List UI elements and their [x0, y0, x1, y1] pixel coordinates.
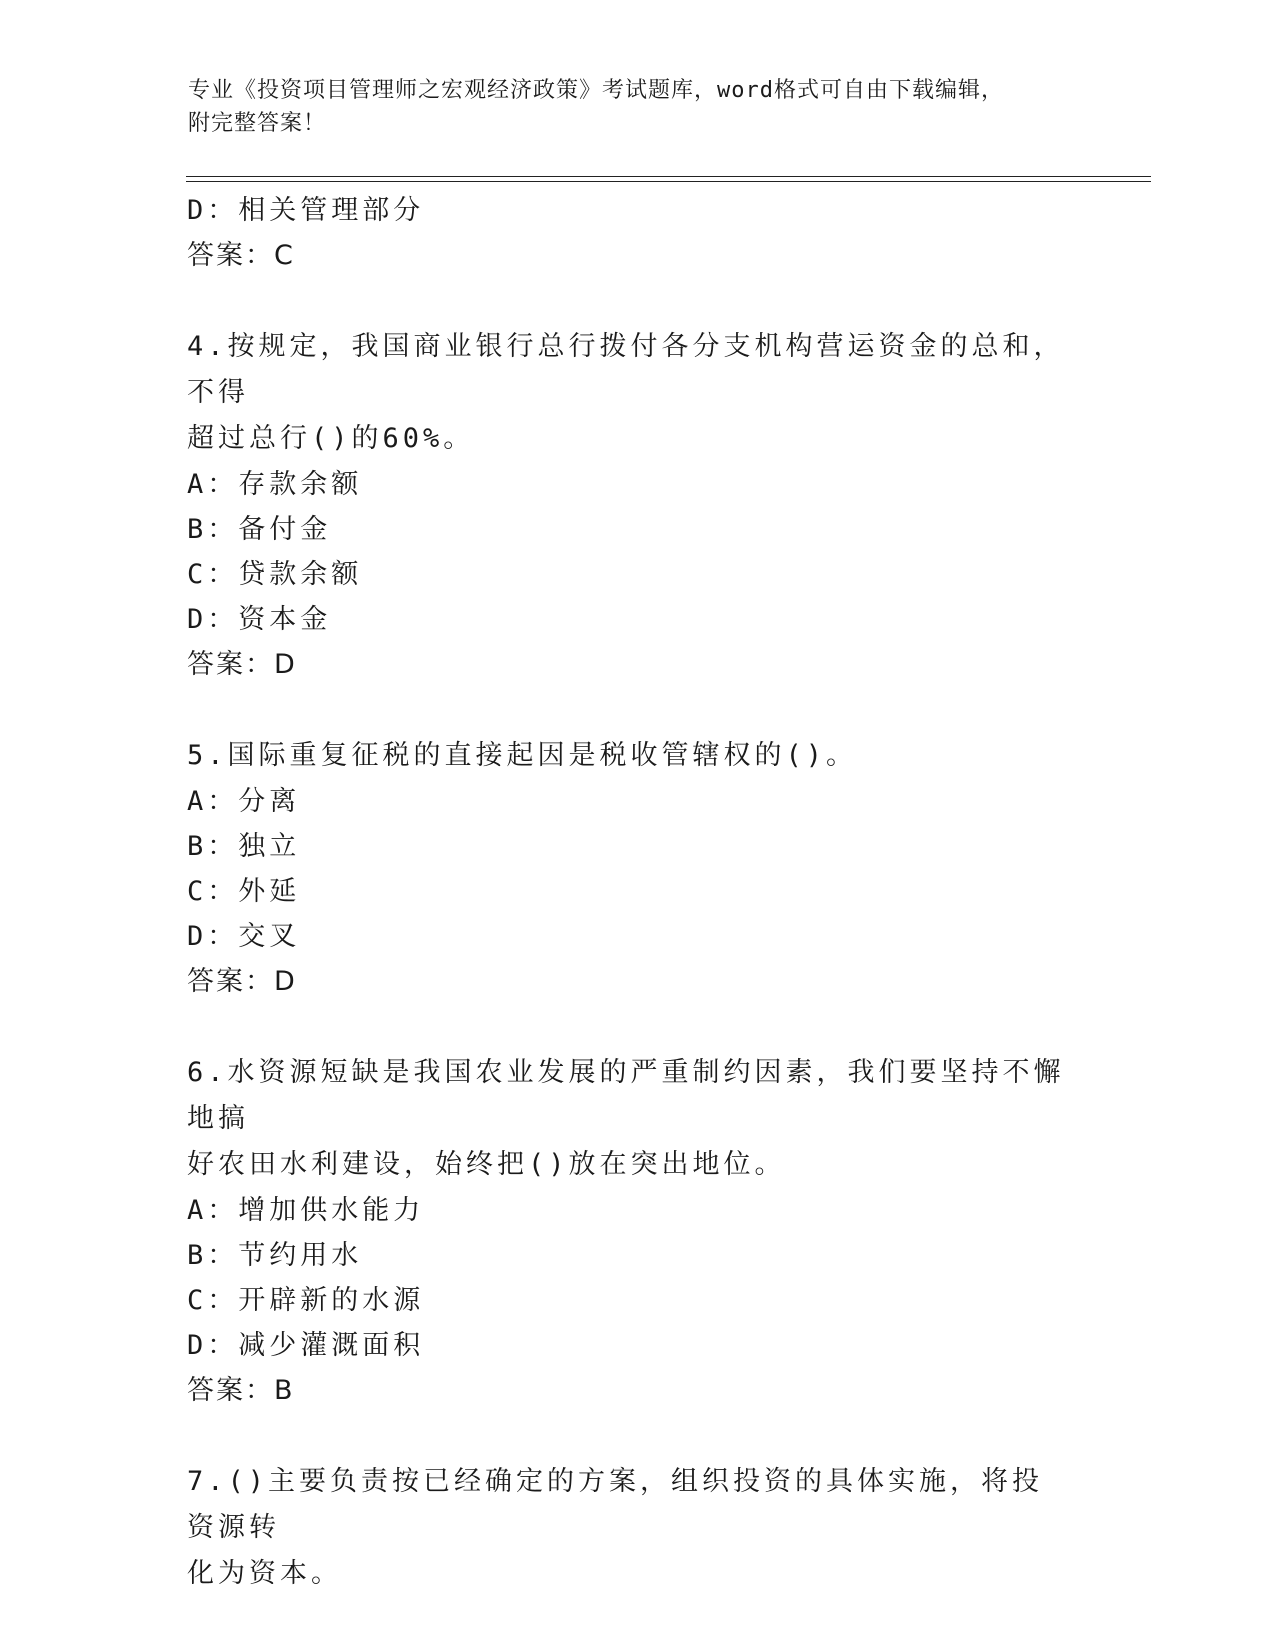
header-line-2: 附完整答案！	[188, 111, 327, 136]
question-list	[187, 188, 1067, 1597]
option-c: C：开辟新的水源	[187, 1285, 425, 1316]
spacer	[187, 279, 1067, 324]
answer: 答案：D	[187, 966, 297, 997]
question-text-line: 4.按规定，我国商业银行总行拨付各分支机构营运资金的总和，不得	[187, 331, 1065, 408]
question-text-line: 化为资本。	[187, 1558, 342, 1589]
header-rule-bottom	[186, 181, 1151, 182]
answer: 答案：C	[187, 240, 295, 271]
option-c: C：贷款余额	[187, 559, 363, 590]
document-header	[188, 74, 1068, 140]
spacer	[187, 1414, 1067, 1459]
option-d: D：交叉	[187, 921, 301, 952]
header-rule-top	[186, 176, 1151, 177]
question-4	[187, 324, 1067, 688]
question-7	[187, 1459, 1067, 1597]
question-text-line: 好农田水利建设，始终把()放在突出地位。	[187, 1149, 786, 1180]
option-b: B：节约用水	[187, 1240, 363, 1271]
option-c: C：外延	[187, 876, 301, 907]
option-d: D：减少灌溉面积	[187, 1330, 425, 1361]
option-d: D：相关管理部分	[187, 195, 425, 226]
option-a: A：存款余额	[187, 469, 363, 500]
question-text-line: 7.()主要负责按已经确定的方案，组织投资的具体实施，将投资源转	[187, 1466, 1044, 1543]
answer: 答案：D	[187, 649, 297, 680]
spacer	[187, 688, 1067, 733]
option-b: B：独立	[187, 831, 301, 862]
option-d: D：资本金	[187, 604, 332, 635]
spacer	[187, 1005, 1067, 1050]
question-text-line: 超过总行()的60%。	[187, 423, 475, 454]
option-a: A：增加供水能力	[187, 1195, 425, 1226]
question-text-line: 6.水资源短缺是我国农业发展的严重制约因素，我们要坚持不懈地搞	[187, 1057, 1065, 1134]
option-a: A：分离	[187, 786, 301, 817]
question-5	[187, 733, 1067, 1005]
question-6	[187, 1050, 1067, 1414]
question-text-line: 5.国际重复征税的直接起因是税收管辖权的()。	[187, 740, 858, 771]
header-line-1: 专业《投资项目管理师之宏观经济政策》考试题库，word格式可自由下载编辑，	[188, 78, 1004, 103]
option-b: B：备付金	[187, 514, 332, 545]
answer: 答案：B	[187, 1375, 295, 1406]
